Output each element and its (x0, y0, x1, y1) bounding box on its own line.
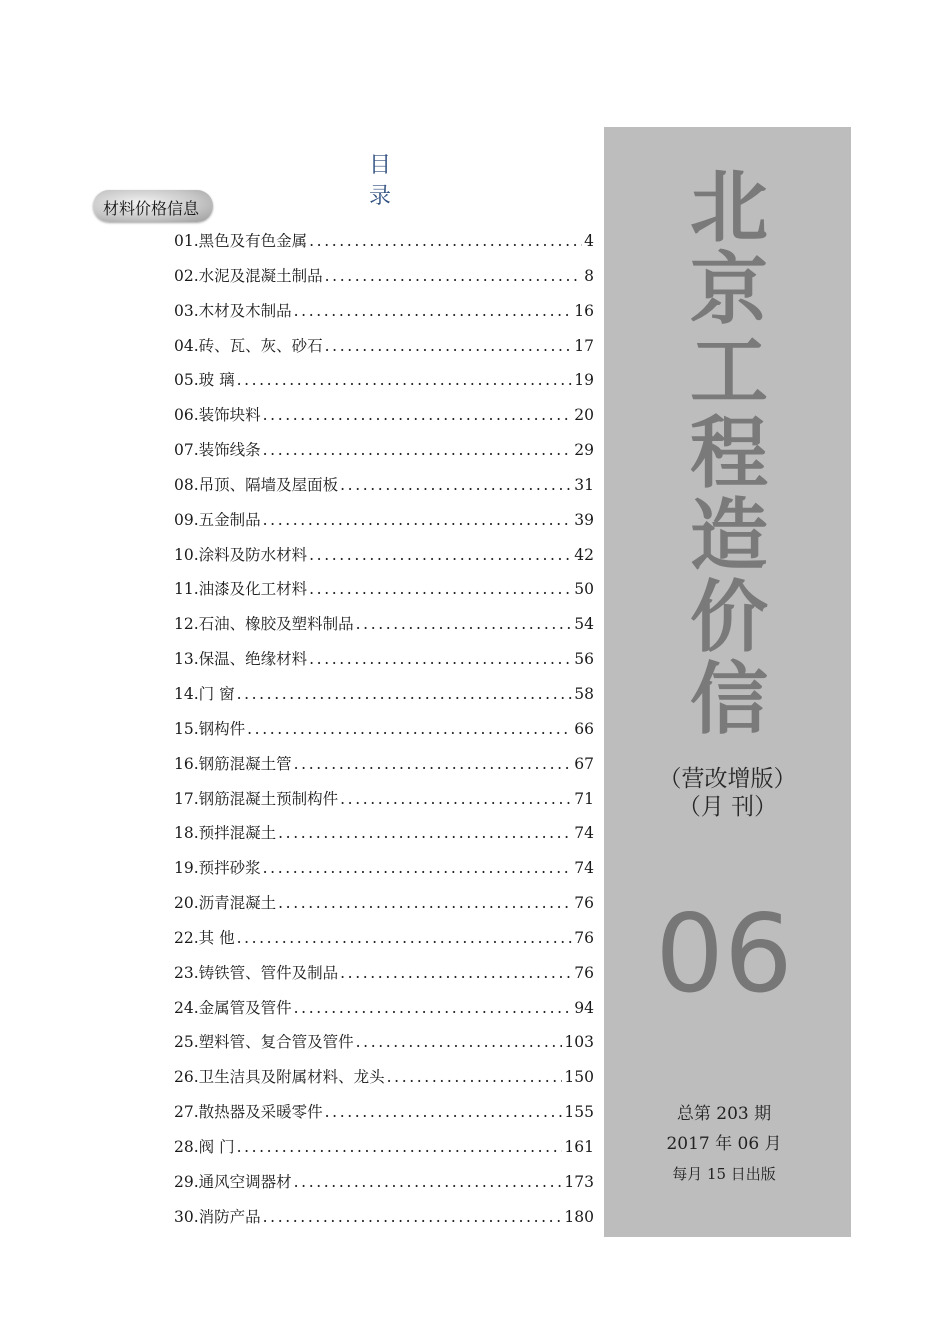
toc-item-title: 28.阀 门 (174, 1137, 235, 1156)
toc-item-page: 173 (564, 1172, 594, 1191)
toc-item-page: 67 (574, 754, 594, 773)
toc-item[interactable] (174, 891, 594, 926)
toc-leader-dots (278, 821, 572, 845)
toc-item-page: 54 (574, 615, 594, 634)
toc-leader-dots (263, 856, 573, 880)
toc-item-title: 13.保温、绝缘材料 (174, 650, 308, 669)
toc-item-title: 23.铸铁管、管件及制品 (174, 963, 339, 982)
toc-item-page: 16 (574, 301, 594, 320)
toc-leader-dots (294, 1170, 563, 1194)
toc-item-title: 16.钢筋混凝土管 (174, 754, 292, 773)
toc-leader-dots (247, 717, 572, 741)
toc-item[interactable] (174, 787, 594, 822)
issue-number: 06 (655, 892, 793, 1017)
magazine-title-char: 程 (689, 408, 768, 499)
issue-meta (644, 1099, 804, 1189)
toc-item-page: 76 (574, 928, 594, 947)
toc-item[interactable] (174, 752, 594, 787)
toc-item[interactable] (174, 856, 594, 891)
magazine-title-char: 信 (689, 654, 768, 745)
toc-leader-dots (325, 334, 573, 358)
toc-item[interactable] (174, 403, 594, 438)
toc-leader-dots (356, 1030, 563, 1054)
toc-item[interactable] (174, 1170, 594, 1205)
toc-item-title: 08.吊顶、隔墙及屋面板 (174, 475, 339, 494)
magazine-title-char: 北 (689, 162, 768, 253)
toc-item[interactable] (174, 1100, 594, 1135)
toc-item-title: 03.木材及木制品 (174, 301, 292, 320)
toc-item-page: 74 (574, 859, 594, 878)
toc-item-page: 56 (574, 650, 594, 669)
toc-item-page: 76 (574, 963, 594, 982)
toc-item-page: 150 (564, 1068, 594, 1087)
toc-item[interactable] (174, 926, 594, 961)
toc-item-title: 17.钢筋混凝土预制构件 (174, 789, 339, 808)
toc-leader-dots (325, 264, 582, 288)
toc-item[interactable] (174, 717, 594, 752)
toc-item-title: 10.涂料及防水材料 (174, 545, 308, 564)
toc-item[interactable] (174, 1065, 594, 1100)
toc-item-page: 71 (574, 789, 594, 808)
toc-leader-dots (340, 787, 572, 811)
toc-item[interactable] (174, 1135, 594, 1170)
toc-item-page: 29 (574, 441, 594, 460)
toc-item-title: 26.卫生洁具及附属材料、龙头 (174, 1068, 385, 1087)
toc-item-title: 22.其 他 (174, 928, 235, 947)
toc-item[interactable] (174, 612, 594, 647)
toc-leader-dots (340, 473, 572, 497)
section-tag-label: 材料价格信息 (103, 199, 200, 218)
toc-item-title: 20.沥青混凝土 (174, 894, 277, 913)
toc-item-page: 8 (584, 266, 594, 285)
toc-item-page: 161 (564, 1137, 594, 1156)
toc-item-title: 12.石油、橡胶及塑料制品 (174, 615, 354, 634)
toc-item-title: 19.预拌砂浆 (174, 859, 261, 878)
toc-item-title: 27.散热器及采暖零件 (174, 1103, 323, 1122)
total-issue: 总第 203 期 (676, 1104, 772, 1124)
toc-item-page: 76 (574, 894, 594, 913)
toc-item-page: 50 (574, 580, 594, 599)
toc-item-title: 09.五金制品 (174, 510, 261, 529)
magazine-title-char: 京 (689, 244, 768, 335)
toc-item[interactable] (174, 682, 594, 717)
magazine-title-char: 工 (689, 326, 768, 417)
magazine-title-char: 价 (689, 572, 768, 663)
toc-item-page: 66 (574, 719, 594, 738)
toc-leader-dots (263, 508, 573, 532)
toc-item-page: 31 (574, 475, 594, 494)
toc-leader-dots (309, 647, 572, 671)
toc-item[interactable] (174, 473, 594, 508)
toc-item-title: 25.塑料管、复合管及管件 (174, 1033, 354, 1052)
toc-leader-dots (263, 1205, 563, 1229)
toc-leader-dots (237, 1135, 563, 1159)
toc-item-title: 18.预拌混凝土 (174, 824, 277, 843)
toc-item-title: 15.钢构件 (174, 719, 246, 738)
toc-leader-dots (325, 1100, 563, 1124)
toc-item[interactable] (174, 543, 594, 578)
toc-item-page: 39 (574, 510, 594, 529)
toc-item-title: 01.黑色及有色金属 (174, 232, 308, 250)
toc-item[interactable] (174, 1030, 594, 1065)
toc-item-page: 155 (564, 1103, 594, 1122)
toc-leader-dots (278, 891, 572, 915)
toc-item-title: 06.装饰块料 (174, 406, 261, 425)
toc-item[interactable] (174, 264, 594, 299)
toc-leader-dots (294, 996, 573, 1020)
toc-item-page: 58 (574, 684, 594, 703)
toc-item[interactable] (174, 368, 594, 403)
toc-leader-dots (340, 961, 572, 985)
toc-item-page: 19 (574, 371, 594, 390)
toc-item[interactable] (174, 299, 594, 334)
magazine-title (674, 162, 784, 745)
toc-item-title: 04.砖、瓦、灰、砂石 (174, 336, 323, 355)
toc-heading: 目 录 (368, 153, 431, 209)
toc-leader-dots (309, 577, 572, 601)
toc-item-page: 4 (584, 232, 594, 250)
publish-note: 每月 15 日出版 (672, 1165, 776, 1183)
section-tag (93, 190, 213, 222)
toc-item-title: 14.门 窗 (174, 684, 235, 703)
issue-date: 2017 年 06 月 (666, 1134, 782, 1154)
toc-item[interactable] (174, 334, 594, 369)
toc-leader-dots (237, 682, 573, 706)
toc-leader-dots (237, 926, 573, 950)
toc-item-page: 103 (564, 1033, 594, 1052)
toc-item-page: 17 (574, 336, 594, 355)
toc-item-title: 05.玻 璃 (174, 371, 235, 390)
toc-item-page: 180 (564, 1207, 594, 1226)
toc-item-title: 02.水泥及混凝土制品 (174, 266, 323, 285)
toc-item-page: 42 (574, 545, 594, 564)
toc-item[interactable] (174, 821, 594, 856)
edition-line-1: （营改增版） (658, 766, 797, 792)
toc-leader-dots (263, 438, 573, 462)
toc-item[interactable] (174, 229, 594, 264)
cover-side-panel (604, 127, 851, 1237)
toc-leader-dots (237, 368, 573, 392)
toc-item-title: 07.装饰线条 (174, 441, 261, 460)
magazine-title-char: 造 (689, 490, 768, 581)
toc-item[interactable] (174, 1205, 594, 1240)
toc-item[interactable] (174, 647, 594, 682)
toc-item-title: 11.油漆及化工材料 (174, 580, 308, 599)
toc-item[interactable] (174, 438, 594, 473)
toc-item-page: 74 (574, 824, 594, 843)
toc-item-title: 29.通风空调器材 (174, 1172, 292, 1191)
toc-item-page: 94 (574, 998, 594, 1017)
toc-leader-dots (356, 612, 573, 636)
toc-item-title: 30.消防产品 (174, 1207, 261, 1226)
toc-item[interactable] (174, 961, 594, 996)
toc-item-title: 24.金属管及管件 (174, 998, 292, 1017)
toc-leader-dots (294, 299, 573, 323)
toc-leader-dots (309, 543, 572, 567)
toc-item-page: 20 (574, 406, 594, 425)
toc-leader-dots (294, 752, 573, 776)
edition-line-2: （月 刊） (677, 794, 778, 820)
toc-list (174, 229, 594, 1239)
toc-leader-dots (309, 229, 582, 253)
toc-leader-dots (263, 403, 573, 427)
edition-label (634, 765, 821, 821)
toc-item[interactable] (174, 996, 594, 1031)
toc-item[interactable] (174, 508, 594, 543)
toc-item[interactable] (174, 577, 594, 612)
toc-leader-dots (387, 1065, 563, 1089)
